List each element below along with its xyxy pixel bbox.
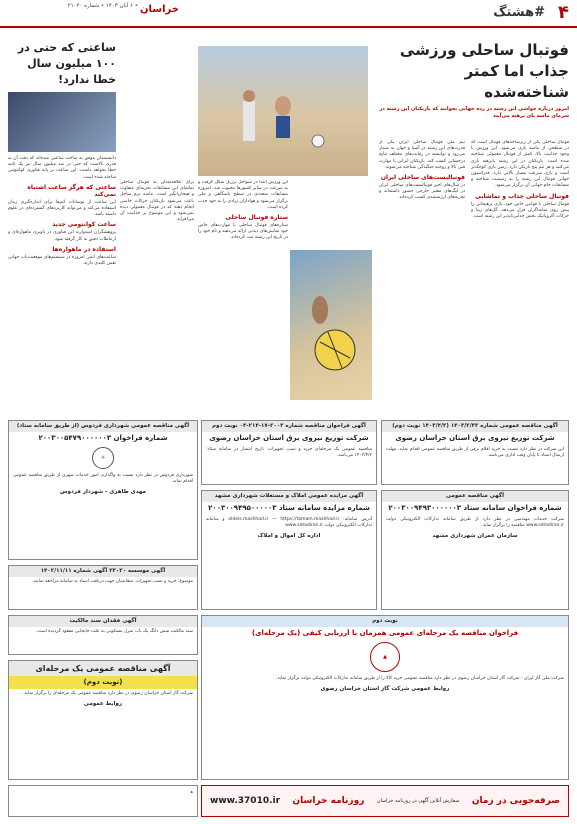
quantum-clock-photo bbox=[8, 92, 116, 152]
ad-a1-title: شرکت توزیع نیروی برق استان خراسان رضوی bbox=[395, 434, 555, 442]
beach-ball-photo bbox=[290, 250, 372, 400]
ad-a7 bbox=[8, 615, 198, 655]
beach-soccer-scene bbox=[198, 46, 368, 176]
ad-a9-sign: روابط عمومی شرکت گاز استان خراسان رضوی bbox=[320, 686, 450, 692]
main-article-sub1: فوتبال ساحلی جذاب و تماشایی bbox=[475, 192, 569, 200]
main-article-sub2: فوتبالیست‌های ساحلی ایران bbox=[380, 174, 465, 182]
main-article-col3 bbox=[198, 180, 288, 410]
section-title: #هشتگ bbox=[493, 5, 545, 20]
main-article-col4 bbox=[120, 180, 194, 410]
ad-a10 bbox=[201, 785, 569, 817]
second-article-sub2: ساعت کوانتومی جدید bbox=[52, 221, 116, 229]
main-article-body: فوتبال ساحلی یکی از زیرشاخه‌های فوتبال است که در سطحی از ماسه بازی می‌شود. این ورزش با وجود جذابیت بالا، کمتر از فوتبال معمولی شناخته شده است. بازیکنان در این رشته پابرهنه بازی می‌کنند و هر تیم پنج بازیکن دارد. زمین بازی کوچک‌تر است و بازی سرعت بسیار بالایی دارد. فدراسیون جهانی فوتبال این رشته را به رسمیت شناخته و مسابقات جام جهانی آن برگزار می‌شود. bbox=[471, 140, 569, 189]
main-article-header bbox=[379, 40, 569, 135]
ad-a1-head: آگهی مناقصه عمومی شماره ۱۴۰۳/۲/۳۲ (۱۴۰۳/۴/۲ نوبت دوم) bbox=[382, 421, 568, 432]
main-article-body6: ستاره‌های فوتبال ساحلی با مهارت‌های خاص خود نمایش‌های دیدنی ارائه می‌دهند و نام خود را در تاریخ این رشته ثبت کرده‌اند. bbox=[198, 223, 288, 241]
second-article-body2: این ساعت از نوسانات اتم‌ها برای اندازه‌گیری زمان استفاده می‌کند و می‌تواند کاربردهای گسترده‌ای در علوم داشته باشد. bbox=[8, 199, 116, 218]
second-article-body3: پژوهشگران امیدوارند این فناوری در ناوبری ماهواره‌ای و ارتباطات دقیق به کار گرفته شود. bbox=[8, 230, 116, 242]
ad-a8-sign: روابط عمومی bbox=[83, 701, 123, 707]
ad-a10-row bbox=[202, 786, 568, 816]
ad-a2-title: شرکت توزیع نیروی برق استان خراسان رضوی bbox=[209, 434, 369, 442]
ad-a2-body: مناقصه عمومی یک مرحله‌ای خرید و نصب تجهیزات. تاریخ انتشار در سامانه ستاد: ۱۴۰۳/۴/۲ می‌باشد. bbox=[206, 447, 372, 458]
ad-a8-body: شرکت گاز استان خراسان رضوی در نظر دارد مناقصه عمومی یک مرحله‌ای را برگزار نماید. bbox=[23, 691, 193, 696]
ad-a9-body: شرکت ملی گاز ایران - شرکت گاز استان خراسان رضوی در نظر دارد مناقصه عمومی خرید کالا را از طریق سامانه تدارکات الکترونیکی دولت برگزار نماید. bbox=[275, 676, 564, 681]
main-article-col1 bbox=[471, 140, 569, 368]
second-article-sub1: ساعتی که هرگز ساعت اشتباه نمی‌کند bbox=[27, 183, 116, 198]
ad-a1 bbox=[381, 420, 569, 485]
main-article-body3: تیم ملی فوتبال ساحلی ایران یکی از قدرت‌های این رشته در آسیا و جهان به شمار می‌رود و توانسته در رقابت‌های مختلف نتایج درخشانی کسب کند. بازیکنان ایرانی با مهارت فنی بالا و روحیه جنگندگی شناخته می‌شوند. bbox=[379, 140, 465, 170]
ad-a9 bbox=[201, 615, 569, 780]
ad-a3-body: شهرداری فردوس در نظر دارد نسبت به واگذاری امور خدمات شهری از طریق مناقصه عمومی اقدام نماید. bbox=[13, 473, 193, 484]
ad-a10-body: سفارش آنلاین آگهی در روزنامه خراسان bbox=[376, 798, 460, 804]
main-article-body2: فوتبال ساحلی با قوانین خاص خود، بازی پرهیجانی را پیش روی تماشاگران قرار می‌دهد. گل‌های زیبا و حرکات آکروباتیک بخش جدایی‌ناپذیر این رشته است. bbox=[471, 201, 569, 220]
ad-a4-title: شماره مزایده سامانه ستاد ۲۰۰۳۰۰۹۴۹۵۰۰۰۰۰۳ bbox=[208, 504, 370, 512]
ad-a4-body: آدرس سامانه: oldeis.mashhad.ir — https://tamam.mashhad.ir و سامانه تدارکات الکترونیکی دولت www.setadiran.ir bbox=[206, 517, 373, 528]
ad-a5-body: شرکت خدمات مهندسی در نظر دارد از طریق سامانه تدارکات الکترونیکی دولت www.setadiran.ir مناقصه را برگزار نماید. bbox=[386, 517, 564, 528]
ferdows-emblem-icon: ☼ bbox=[92, 447, 114, 469]
ad-a4-sign: اداره کل اموال و املاک bbox=[257, 533, 321, 539]
ad-a6-head: آگهی موسسه ۲۳۰۲۰ آگهی شماره ۱۴۰۲/۱۱/۱۱ bbox=[9, 566, 197, 577]
main-article-lead: امروز درباره حواشی این رشته در رده جهانی بخوانید که بازیکنان این رشته در سرمای ماسه پای برهنه می‌آیند bbox=[379, 106, 569, 119]
ad-a8-title: (نوبت دوم) bbox=[9, 676, 197, 689]
bottom-left-body: ﻫ bbox=[190, 790, 193, 795]
ad-a5 bbox=[381, 490, 569, 610]
main-article-body5: این ورزش ابتدا در سواحل برزیل شکل گرفت و به سرعت در سایر کشورها محبوب شد. امروزه مسابقات متعددی در سطح باشگاهی و ملی برگزار می‌شود و هواداران زیادی را به خود جذب کرده است. bbox=[198, 180, 288, 210]
ad-a10-sign: روزنامه خراسان bbox=[292, 796, 365, 806]
ad-a6 bbox=[8, 565, 198, 610]
ad-a3 bbox=[8, 420, 198, 560]
ad-a2-head: آگهی فراخوان مناقصه شماره ۲۰۰۳-۱۷-۲۱۴-۰۳ نوبت دوم bbox=[202, 421, 376, 432]
main-article-body4: در سال‌های اخیر فوتبالیست‌های ساحلی ایران در لیگ‌های معتبر خارجی حضور داشته‌اند و تجربه‌های ارزشمندی کسب کرده‌اند. bbox=[379, 183, 465, 201]
ad-a8 bbox=[8, 660, 198, 780]
gas-company-logo-icon: ▲ bbox=[370, 642, 400, 672]
ad-a10-head: صرفه‌جویی در زمان bbox=[471, 796, 560, 806]
newspaper-logo: خراسان bbox=[140, 4, 179, 15]
ad-a5-sign: سازمان عمران شهرداری مشهد bbox=[432, 533, 518, 539]
ad-a7-head: آگهی فقدان سند مالکیت bbox=[9, 616, 197, 627]
second-article-body4: ساعت‌های اتمی امروزه در سیستم‌های موقعیت‌یاب جهانی نقش کلیدی دارند. bbox=[8, 254, 116, 267]
ad-a3-sign: مهدی طاهری - شهردار فردوس bbox=[60, 489, 146, 495]
ad-a2 bbox=[201, 420, 377, 485]
ad-a9-title: فراخوان مناقصه یک مرحله‌ای عمومی همزمان با ارزیابی کیفی (یک مرحله‌ای) bbox=[251, 629, 519, 637]
ad-a9-head: نوبت دوم bbox=[202, 616, 568, 627]
ad-a4 bbox=[201, 490, 377, 610]
ad-a8-head: آگهی مناقصه عمومی یک مرحله‌ای bbox=[9, 661, 197, 676]
ad-a7-body: سند مالکیت شش دانگ یک باب منزل مسکونی به علت جابجایی مفقود گردیده است. bbox=[35, 629, 193, 634]
date-line: • ۶ آبان ۱۴۰۳ • شماره ۲۱۰۲۰ bbox=[67, 3, 138, 9]
second-article-sub3: استفاده در ماهواره‌ها bbox=[52, 245, 116, 253]
beach-soccer-photo bbox=[198, 46, 368, 176]
second-article-body: دانشمندان موفق به ساخت ساعتی شده‌اند که دقت آن به قدری بالاست که حتی در صد میلیون سال نیز یک ثانیه خطا نخواهد داشت. این ساعت بر پایه فناوری کوانتومی ساخته شده است. bbox=[8, 156, 116, 180]
page-number: ۴ bbox=[558, 2, 569, 23]
ad-a5-title: شماره فراخوان سامانه ستاد ۲۰۰۳۰۰۹۴۹۳۰۰۰۰۰۰۳ bbox=[388, 504, 562, 512]
ad-a4-head: آگهی مزایده عمومی املاک و مستغلات شهرداری مشهد bbox=[202, 491, 376, 502]
bottom-left-box bbox=[8, 785, 198, 817]
page-header bbox=[0, 0, 577, 28]
ad-a5-head: آگهی مناقصه عمومی bbox=[382, 491, 568, 502]
second-article-title: ساعتی که حتی در ۱۰۰ میلیون سال خطا ندارد! bbox=[17, 41, 116, 86]
main-article-title: فوتبال ساحلی ورزشی جذاب اما کمتر شناخته‌شده bbox=[399, 41, 569, 101]
ad-a3-title: شماره فراخوان ۲۰۰۳۰۰۵۴۷۹۰۰۰۰۰۰۳ bbox=[38, 434, 168, 442]
beach-ball-scene bbox=[290, 250, 372, 400]
main-article-body7: برای علاقه‌مندان به فوتبال ساحلی تماشای این مسابقات تجربه‌ای متفاوت و هیجان‌انگیز است. ماسه نرم ساحل باعث می‌شود بازیکنان حرکات خاصی انجام دهند که در فوتبال معمولی دیده نمی‌شود و این موضوع بر جذابیت آن می‌افزاید. bbox=[120, 180, 194, 223]
ad-a6-body: موضوع: خرید و نصب تجهیزات. متقاضیان جهت دریافت اسناد به سامانه مراجعه نمایند. bbox=[32, 579, 193, 584]
ad-a3-head: آگهی مناقصه عمومی شهرداری فردوس (از طریق سامانه ستاد) bbox=[9, 421, 197, 432]
main-article-sub3: ستاره فوتبال ساحلی bbox=[225, 214, 288, 222]
ad-a10-title[interactable]: www.37010.ir bbox=[210, 796, 281, 806]
main-article-col2 bbox=[379, 140, 465, 368]
second-article bbox=[8, 40, 116, 415]
ad-a1-body: این شرکت در نظر دارد نسبت به خرید اقلام برقی از طریق مناقصه عمومی اقدام نماید. مهلت ارسال اسناد تا پایان وقت اداری می‌باشد. bbox=[386, 447, 564, 458]
